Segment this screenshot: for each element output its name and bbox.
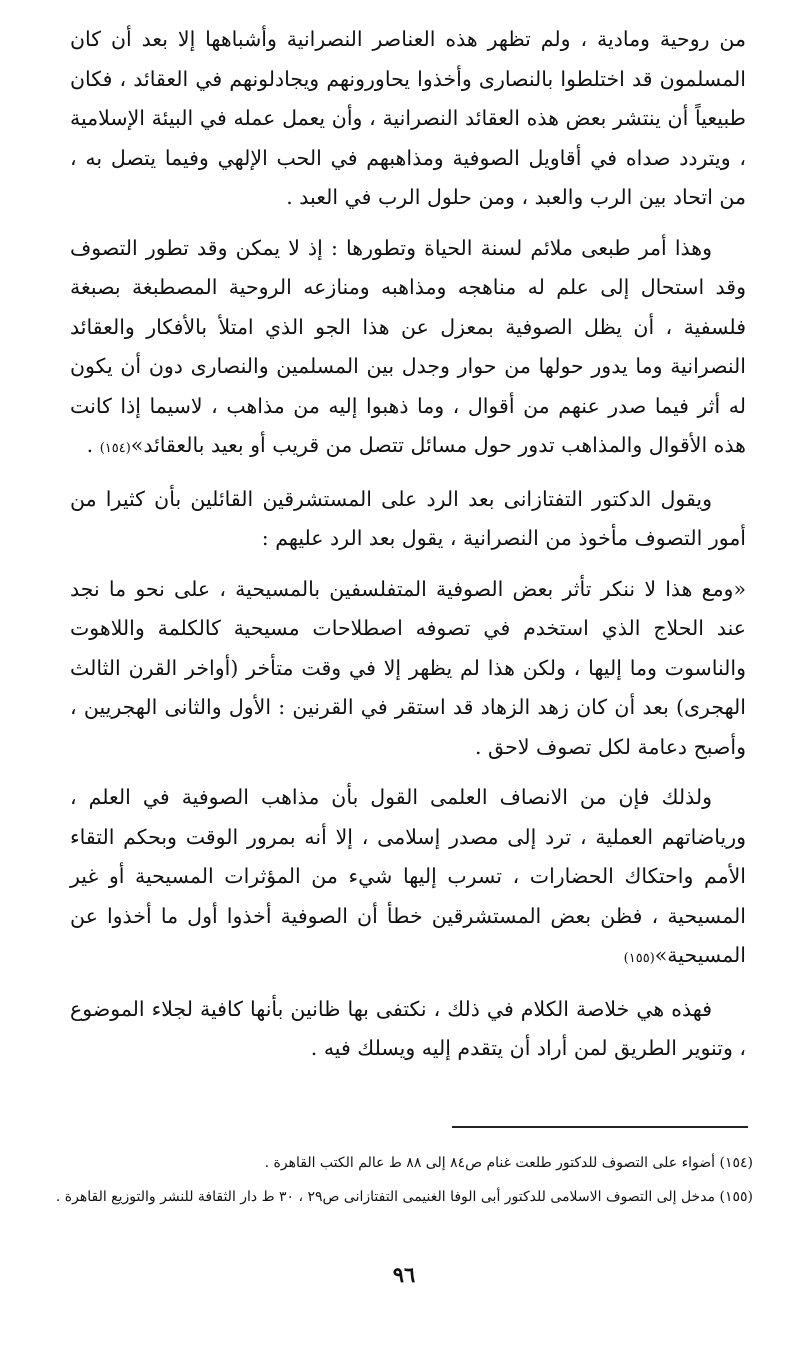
footnote-155: (١٥٥) مدخل إلى التصوف الاسلامى للدكتور أبى الوفا الغنيمى التفتازانى ص٢٩ ، ٣٠ ط دار الثقافة للنشر والتوزيع القاهرة . [55, 1189, 753, 1205]
paragraph-1: من روحية ومادية ، ولم تظهر هذه العناصر النصرانية وأشباهها إلا بعد أن كان المسلمون قد اختلطوا بالنصارى وأخذوا يحاورونهم ويجادلونهم في العقائد ، فكان طبيعياً أن ينتشر بعض هذه العقائد النصرانية ، وأن يعمل عمله في البيئة الإسلامية ، ويتردد صداه في أقاويل الصوفية ومذاهبهم في الحب الإلهي وفيما يتصل به ، من اتحاد بين الرب والعبد ، ومن حلول الرب في العبد . [70, 27, 746, 209]
footnote-ref-154: (١٥٤) [99, 441, 131, 456]
footnote-154: (١٥٤) أضواء على التصوف للدكتور طلعت غنام ص٨٤ إلى ٨٨ ط عالم الكتب القاهرة . [264, 1155, 753, 1171]
footnote-ref-155: (١٥٥) [623, 951, 655, 966]
footnotes [40, 1150, 753, 1218]
paragraph-2-end: . [86, 433, 100, 457]
paragraph-5 [70, 778, 746, 979]
paragraph-5-text: ولذلك فإن من الانصاف العلمى القول بأن مذاهب الصوفية في العلم ، ورياضاتهم العملية ، ترد إلى مصدر إسلامى ، إلا أنه بمرور الوقت وبحكم التقاء الأمم واحتكاك الحضارات ، تسرب إليها شيء من المؤثرات المسيحية أو غير المسيحية ، فظن بعض المستشرقين خطأ أن الصوفية أخذوا أول ما أخذوا عن المسيحية» [70, 785, 746, 967]
paragraph-3: ويقول الدكتور التفتازانى بعد الرد على المستشرقين القائلين بأن كثيرا من أمور التصوف مأخوذ من النصرانية ، يقول بعد الرد عليهم : [70, 486, 746, 550]
paragraph-2-text: وهذا أمر طبعى ملائم لسنة الحياة وتطورها : إذ لا يمكن وقد تطور التصوف وقد استحال إلى علم له مناهجه ومذاهبه ومنازعه الروحية المصطبغة بصبغة فلسفية ، أن يظل الصوفية بمعزل عن هذا الجو الذي امتلأ بالأفكار والعقائد النصرانية وما يدور حولها من حوار وجدل بين المسلمين والنصارى دون أن يكون له أثر فيما صدر عنهم من أقوال ، وما ذهبوا إليه من مذاهب ، لاسيما إذا كانت هذه الأقوال والمذاهب تدور حول مسائل تتصل من قريب أو بعيد بالعقائد» [70, 235, 746, 457]
main-text [70, 20, 746, 1080]
page-number: ٩٦ [392, 1262, 416, 1287]
paragraph-6: فهذه هي خلاصة الكلام في ذلك ، نكتفى بها ظانين بأنها كافية لجلاء الموضوع ، وتنوير الطريق لمن أراد أن يتقدم إليه ويسلك فيه . [70, 996, 746, 1060]
paragraph-4-quote: «ومع هذا لا ننكر تأثر بعض الصوفية المتفلسفين بالمسيحية ، على نحو ما نجد عند الحلاج الذي استخدم في تصوفه اصطلاحات مسيحية كالكلمة واللاهوت والناسوت وما إليها ، ولكن هذا لم يظهر إلا في وقت متأخر (أواخر القرن الثالث الهجرى) بعد أن كان زهد الزهاد قد استقر في القرنين : الأول والثانى الهجريين ، وأصبح دعامة لكل تصوف لاحق . [70, 576, 746, 759]
footnote-divider [452, 1126, 748, 1128]
paragraph-2 [70, 229, 746, 469]
